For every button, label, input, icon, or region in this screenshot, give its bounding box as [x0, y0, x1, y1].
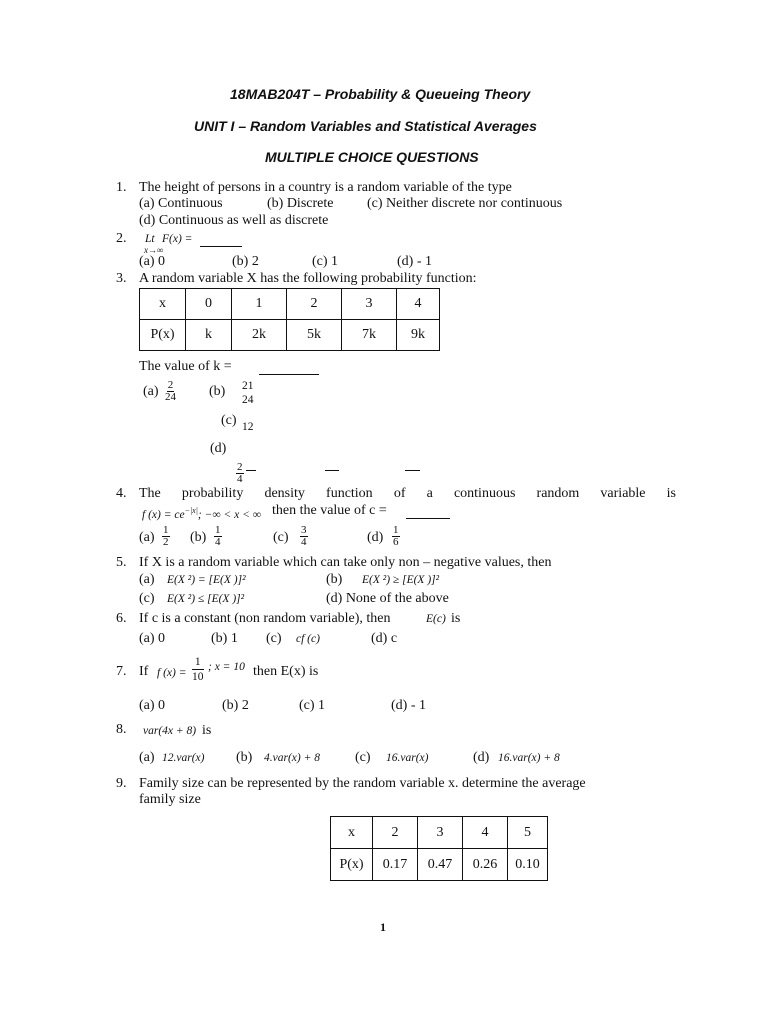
option-c: (c): [273, 530, 289, 545]
limit-operator: Lt: [145, 233, 155, 245]
option-b-expression: E(X ²) ≥ [E(X )]²: [362, 574, 440, 586]
option-d: (d): [367, 530, 384, 545]
table-cell: x: [331, 817, 373, 849]
option-b-denominator: 24: [242, 394, 254, 406]
fraction-denominator: 4: [237, 473, 243, 485]
option-b: (b): [236, 750, 253, 765]
fraction-numerator: 3: [301, 524, 307, 536]
table-cell: P(x): [140, 320, 186, 351]
question-number: 6.: [116, 611, 127, 626]
option-b: (b): [190, 530, 207, 545]
fraction-denominator: 10: [192, 671, 204, 683]
option-b-expression: 4.var(x) + 8: [264, 752, 320, 764]
fraction-denominator: 4: [301, 536, 307, 548]
fraction-numerator: 1: [215, 524, 221, 536]
question-prompt: then E(x) is: [253, 664, 319, 679]
table-cell: 7k: [342, 320, 397, 351]
option-c-expression: cf (c): [296, 633, 320, 645]
table-cell: 0.47: [418, 849, 463, 881]
question-text-end: is: [202, 723, 212, 738]
option-b: (b) 2: [222, 698, 249, 713]
option-a: (a): [139, 750, 155, 765]
question-text: [139, 486, 676, 502]
table-cell: 5k: [287, 320, 342, 351]
probability-table: [139, 288, 440, 351]
option-c: (c) 1: [299, 698, 326, 713]
word: random: [536, 486, 580, 501]
page-number: 1: [380, 920, 386, 934]
option-d: (d) - 1: [391, 698, 426, 713]
question-text: A random variable X has the following probability function:: [139, 271, 477, 286]
option-d: (d) - 1: [397, 254, 432, 269]
word: is: [666, 486, 676, 501]
table-cell: 1: [232, 289, 287, 320]
option-c: (c) Neither discrete nor continuous: [367, 196, 563, 211]
answer-blank: [406, 517, 450, 519]
question-text: If: [139, 664, 149, 679]
word: The: [139, 486, 161, 501]
answer-blank: [200, 245, 242, 247]
word: variable: [600, 486, 646, 501]
option-b: (b) 1: [211, 631, 238, 646]
option-a: (a): [139, 572, 155, 587]
question-number: 2.: [116, 231, 127, 246]
table-cell: 9k: [397, 320, 440, 351]
fraction-denominator: 6: [393, 536, 399, 548]
option-a: (a): [143, 384, 159, 399]
question-number: 1.: [116, 180, 127, 195]
fraction-line: [405, 470, 420, 471]
question-number: 8.: [116, 722, 127, 737]
fraction-numerator: 1: [163, 524, 169, 536]
formula-range: ; −∞ < x < ∞: [197, 508, 261, 521]
fraction-numerator: 1: [192, 655, 204, 670]
function-expression: F(x) =: [162, 233, 193, 245]
question-text: If c is a constant (non random variable), then: [139, 611, 391, 626]
option-d: (d) Continuous as well as discrete: [139, 213, 329, 228]
table-cell: 2: [287, 289, 342, 320]
question-number: 9.: [116, 776, 127, 791]
option-a: (a) 0: [139, 254, 166, 269]
question-text-end: is: [451, 611, 461, 626]
option-a-expression: E(X ²) = [E(X )]²: [167, 574, 246, 586]
word: function: [326, 486, 373, 501]
fraction-numerator: 1: [393, 524, 399, 536]
option-b: (b): [209, 384, 226, 399]
option-d: (d): [210, 441, 227, 456]
option-b: (b) Discrete: [267, 196, 334, 211]
fraction-numerator: 2: [237, 461, 243, 473]
option-a-fraction: [162, 525, 170, 548]
option-a: (a) Continuous: [139, 196, 223, 211]
option-a: (a) 0: [139, 698, 166, 713]
option-d: (d): [473, 750, 490, 765]
word: density: [264, 486, 305, 501]
function-condition: ; x = 10: [208, 661, 245, 673]
answer-blank: [259, 373, 319, 375]
question-text-line2: family size: [139, 792, 201, 807]
option-d: (d) None of the above: [326, 591, 449, 606]
question-text: If X is a random variable which can take only non – negative values, then: [139, 555, 552, 570]
table-cell: 5: [508, 817, 548, 849]
question-number: 5.: [116, 555, 127, 570]
fraction-denominator: 24: [165, 391, 176, 403]
table-cell: 2k: [232, 320, 287, 351]
option-b: (b): [326, 572, 343, 587]
formula-exponent: −|x|: [184, 506, 198, 515]
table-cell: 3: [418, 817, 463, 849]
question-text: Family size can be represented by the random variable x. determine the average: [139, 776, 586, 791]
option-b-numerator: 21: [242, 380, 254, 392]
table-cell: 0.10: [508, 849, 548, 881]
question-prompt: The value of k =: [139, 359, 232, 374]
question-number: 7.: [116, 664, 127, 679]
table-cell: 4: [463, 817, 508, 849]
word: probability: [181, 486, 244, 501]
fraction-denominator: 4: [215, 536, 221, 548]
word: a: [426, 486, 433, 501]
function-expression: f (x) =: [157, 667, 187, 679]
option-b-fraction: [214, 525, 222, 548]
formula-base: f (x) = ce: [142, 508, 185, 521]
table-cell: P(x): [331, 849, 373, 881]
option-d-expression: 16.var(x) + 8: [498, 752, 560, 764]
fraction-line: [325, 470, 339, 471]
word: continuous: [453, 486, 516, 501]
table-cell: x: [140, 289, 186, 320]
option-b: (b) 2: [232, 254, 259, 269]
option-d-fraction: [392, 525, 400, 548]
option-a: (a): [139, 530, 155, 545]
option-c: (c): [266, 631, 282, 646]
option-d-fraction: [236, 462, 244, 485]
table-cell: k: [186, 320, 232, 351]
table-cell: 0: [186, 289, 232, 320]
question-prompt: then the value of c =: [272, 503, 387, 518]
question-number: 4.: [116, 486, 127, 501]
option-a-fraction: [164, 380, 177, 403]
question-text: The height of persons in a country is a random variable of the type: [139, 180, 512, 195]
table-cell: 4: [397, 289, 440, 320]
course-title: 18MAB204T – Probability & Queueing Theory: [230, 86, 531, 102]
table-cell: 0.26: [463, 849, 508, 881]
section-title: MULTIPLE CHOICE QUESTIONS: [265, 149, 479, 165]
family-size-table: [330, 816, 548, 881]
option-a: (a) 0: [139, 631, 166, 646]
density-formula: [142, 506, 261, 521]
option-c-expression: 16.var(x): [386, 752, 429, 764]
option-c: (c) 1: [312, 254, 339, 269]
table-cell: 3: [342, 289, 397, 320]
variance-expression: var(4x + 8): [143, 725, 197, 737]
option-a-expression: 12.var(x): [162, 752, 205, 764]
option-c: (c): [139, 591, 155, 606]
option-c-fraction: [300, 525, 308, 548]
fraction-line: [246, 470, 256, 471]
fraction-denominator: 2: [163, 536, 169, 548]
fraction-numerator: 2: [167, 379, 174, 391]
option-d: (d) c: [371, 631, 398, 646]
unit-title: UNIT I – Random Variables and Statistical Averages: [194, 118, 537, 134]
word: of: [393, 486, 406, 501]
table-cell: 2: [373, 817, 418, 849]
expectation-expression: E(c): [426, 613, 446, 625]
option-c: (c): [355, 750, 371, 765]
question-number: 3.: [116, 271, 127, 286]
limit-subscript: x→∞: [144, 245, 164, 255]
option-c-value: 12: [242, 421, 254, 433]
option-c-expression: E(X ²) ≤ [E(X )]²: [167, 593, 245, 605]
table-cell: 0.17: [373, 849, 418, 881]
option-c: (c): [221, 413, 237, 428]
function-fraction: [191, 655, 205, 684]
